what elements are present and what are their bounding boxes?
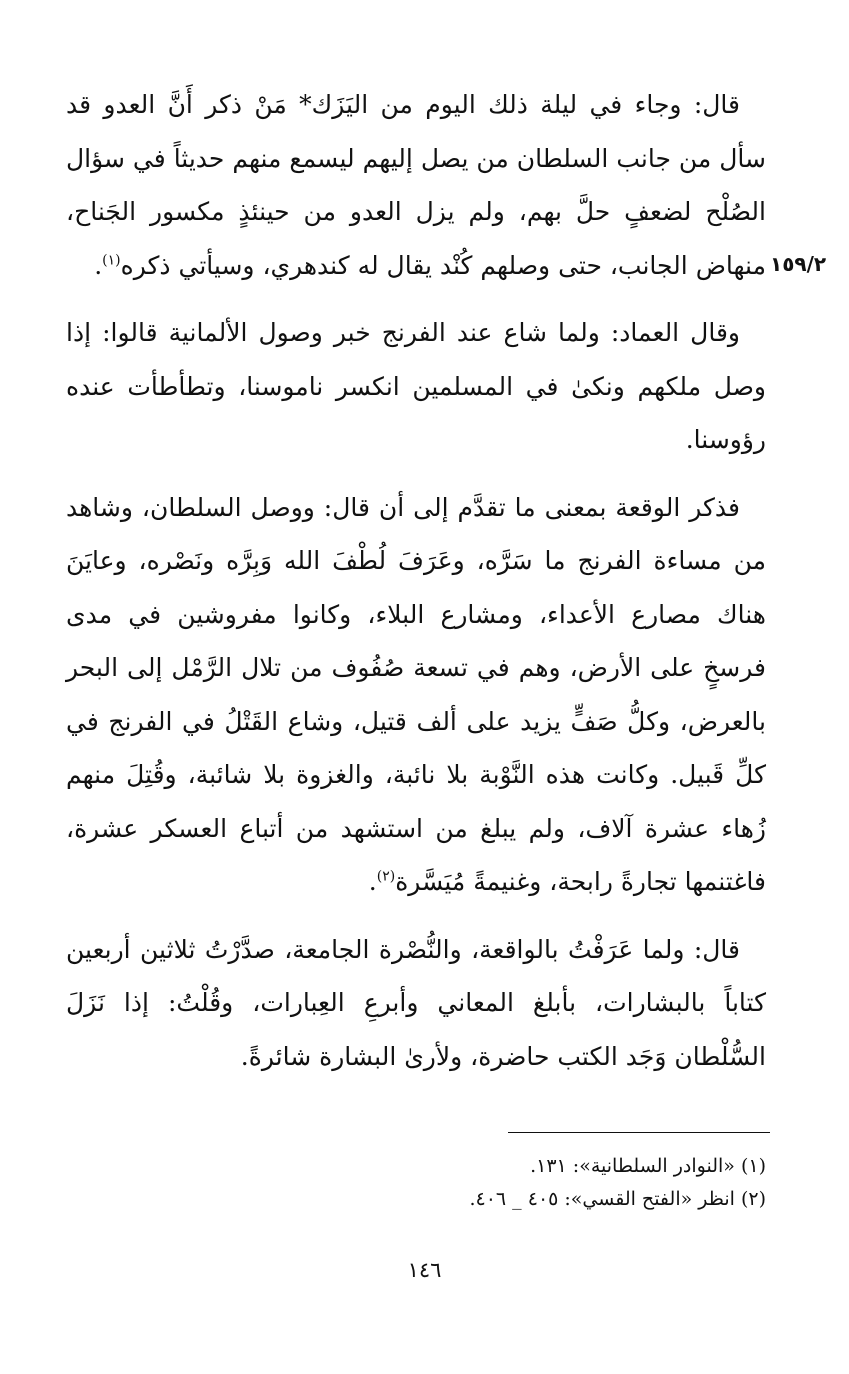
paragraph-text: وقال العماد: ولما شاع عند الفرنج خبر وصول الألمانية قالوا: إذا وصل ملكهم ونكىٰ في المسلمين انكسر ناموسنا، وتطأطأت عنده رؤوسنا. [66, 318, 766, 454]
paragraph-text: قال: وجاء في ليلة ذلك اليوم من اليَزَك* مَنْ ذكر أَنَّ العدو قد سأل من جانب السلطان من يصل إليهم ليسمع منهم حديثاً في سؤال الصُلْح لضعفٍ حلَّ بهم، ولم يزل العدو من حينئذٍ مكسور الجَناح، منهاض الجانب، حتى وصلهم كُنْد يقال له كندهري، وسيأتي ذكره [66, 90, 766, 280]
paragraph-text: قال: ولما عَرَفْتُ بالواقعة، والنُّصْرة الجامعة، صدَّرْتُ ثلاثين أربعين كتاباً بالبشارات، بأبلغ المعاني وأبرعِ العِبارات، وقُلْتُ: إذا نَزَلَ السُّلْطان وَجَد الكتب حاضرة، ولأرىٰ البشارة شائرةً. [66, 934, 766, 1071]
paragraph-text: فذكر الوقعة بمعنى ما تقدَّم إلى أن قال: ووصل السلطان، وشاهد من مساءة الفرنج ما سَرَّه، وعَرَفَ لُطْفَ الله وَبِرَّه ونَصْره، وعايَنَ هناك مصارع الأعداء، ومشارع البلاء، وكانوا مفروشين في مدى فرسخٍ على الأرض، وهم في تسعة صُفُوف من تلال الرَّمْل إلى البحر بالعرض، وكلُّ صَفٍّ يزيد على ألف قتيل، وشاع القَتْلُ في الفرنج في كلِّ قَبيل. وكانت هذه النَّوْبة بلا نائبة، والغزوة بلا شائبة، وقُتِلَ منهم زُهاء عشرة آلاف، ولم يبلغ من استشهد من أتباع العسكر عشرة، فاغتنمها تجارةً رابحة، وغنيمةً مُيَسَّرة [66, 492, 767, 896]
footnotes [300, 1150, 766, 1216]
footnote-1: (١) «النوادر السلطانية»: ١٣١. [530, 1155, 766, 1177]
paragraph-end: . [368, 867, 377, 896]
paragraph-4 [66, 923, 766, 1084]
page-number: ١٤٦ [407, 1258, 442, 1282]
footnote-2: (٢) انظر «الفتح القسي»: ٤٠٥ _ ٤٠٦. [469, 1188, 766, 1210]
footnote-divider [508, 1132, 770, 1133]
footnote-marker[interactable]: (٢) [376, 868, 396, 885]
footnote-marker[interactable]: (١) [102, 252, 121, 269]
main-text [66, 78, 766, 1097]
paragraph-end: . [94, 250, 103, 280]
paragraph-1 [66, 78, 766, 292]
paragraph-2 [66, 306, 766, 467]
margin-reference: ١٥٩/٢ [770, 252, 827, 276]
paragraph-3 [66, 481, 766, 909]
